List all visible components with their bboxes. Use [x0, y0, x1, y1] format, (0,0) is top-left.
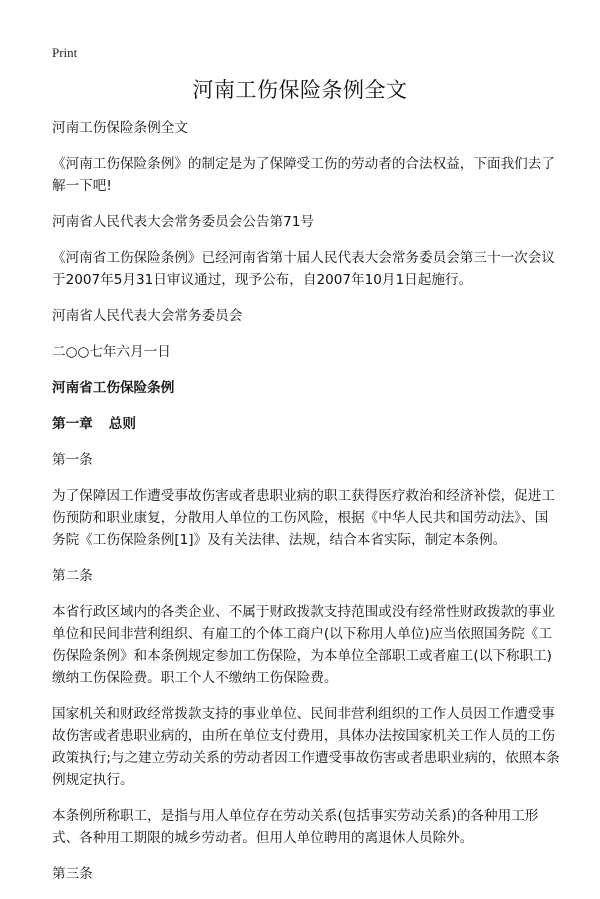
issue-date: 二○○七年六月一日 [52, 344, 171, 360]
chapter-title: 总则 [108, 416, 136, 432]
article-2-title: 第二条 [52, 568, 93, 584]
document-title: 河南工伤保险条例全文 [192, 78, 408, 102]
regulation-title: 河南省工伤保险条例 [52, 380, 175, 396]
article-1-text: 为了保障因工作遭受事故伤害或者患职业病的职工获得医疗救治和经济补偿，促进工伤预防和职业康复，分散用人单位的工伤风险，根据《中华人民共和国劳动法》、国务院《工伤保险条例[1]》及有关法律、法规，结合本省实际，制定本条例。 [52, 488, 555, 548]
document-body [52, 117, 560, 899]
chapter-number: 第一章 [52, 416, 93, 432]
article-3-title: 第三条 [52, 866, 93, 882]
announcement-number: 河南省人民代表大会常务委员会公告第71号 [52, 214, 314, 230]
article-2-paragraph-1: 本省行政区域内的各类企业、不属于财政拨款支持范围或没有经常性财政拨款的事业单位和民间非营利组织、有雇工的个体工商户(以下称用人单位)应当依照国务院《工伤保险条例》和本条例规定参加工伤保险，为本单位全部职工或者雇工(以下称职工)缴纳工伤保险费。职工个人不缴纳工伤保险费。 [52, 604, 555, 686]
print-link[interactable]: Print [52, 45, 78, 60]
chapter-heading [52, 413, 560, 435]
article-2-paragraph-2: 国家机关和财政经常拨款支持的事业单位、民间非营利组织的工作人员因工作遭受事故伤害或者患职业病的，由所在单位支付费用，具体办法按国家机关工作人员的工伤政策执行;与之建立劳动关系的劳动者因工作遭受事故伤害或者患职业病的，依照本条例规定执行。 [52, 706, 560, 788]
article-1-title: 第一条 [52, 452, 93, 468]
article-2-paragraph-3: 本条例所称职工，是指与用人单位存在劳动关系(包括事实劳动关系)的各种用工形式、各种用工期限的城乡劳动者。但用人单位聘用的离退休人员除外。 [52, 808, 539, 846]
announcement-text: 《河南省工伤保险条例》已经河南省第十届人民代表大会常务委员会第三十一次会议于2007年5月31日审议通过，现予公布，自2007年10月1日起施行。 [52, 250, 555, 288]
issuer: 河南省人民代表大会常务委员会 [52, 308, 243, 324]
intro-heading: 河南工伤保险条例全文 [52, 120, 188, 136]
intro-paragraph: 《河南工伤保险条例》的制定是为了保障受工伤的劳动者的合法权益，下面我们去了解一下吧! [52, 156, 555, 194]
